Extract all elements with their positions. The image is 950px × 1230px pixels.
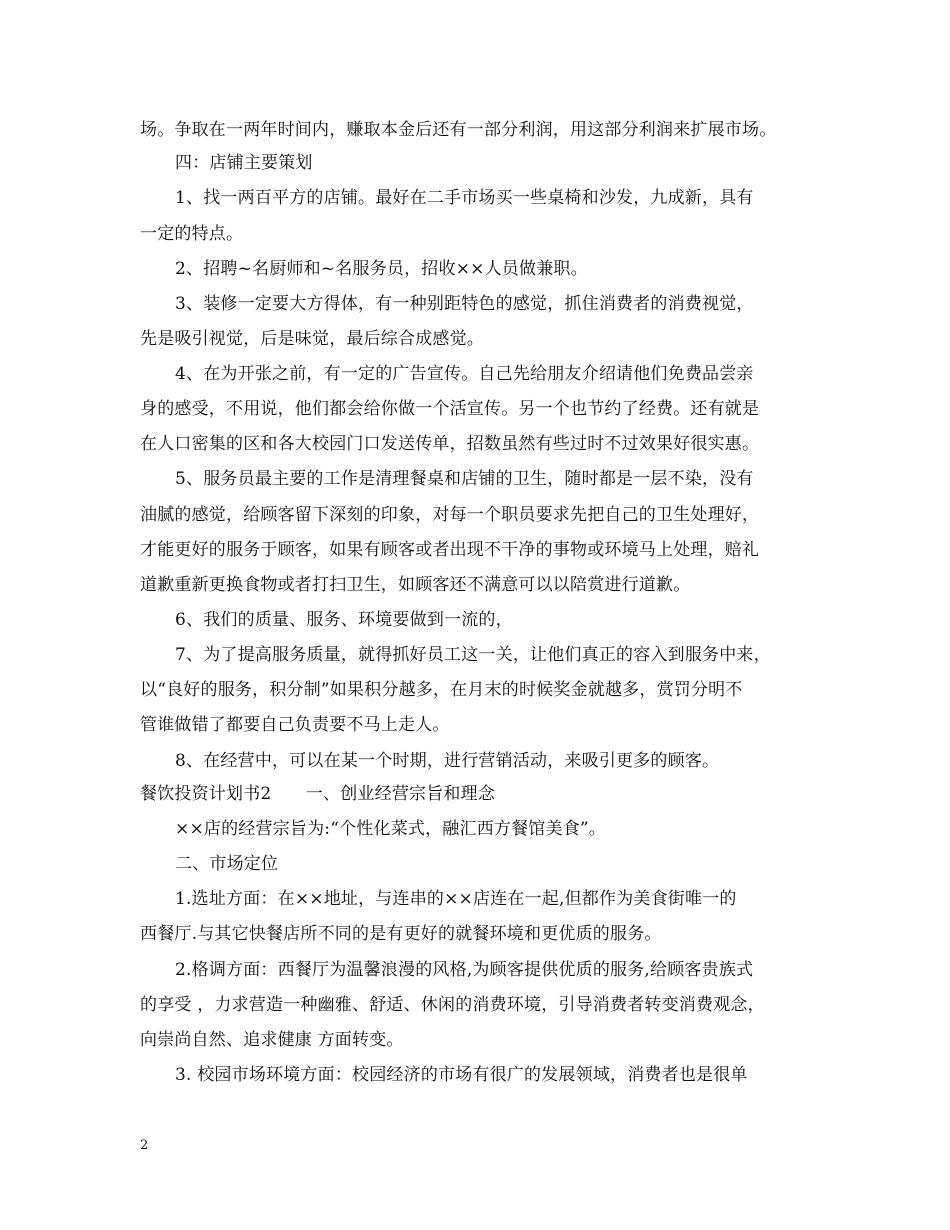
text-line: 向崇尚自然、追求健康 方面转变。 — [140, 1030, 404, 1050]
text-line: 场。争取在一两年时间内，赚取本金后还有一部分利润，用这部分利润来扩展市场。 — [140, 120, 777, 140]
page-number: 2 — [140, 1138, 149, 1153]
text-line: 6、我们的质量、服务、环境要做到一流的， — [175, 610, 513, 630]
text-line: 5、服务员最主要的工作是清理餐桌和店铺的卫生，随时都是一层不染，没有 — [175, 469, 754, 489]
text-line: ××店的经营宗旨为:“个性化菜式，融汇西方餐馆美食”。 — [175, 819, 606, 839]
text-line: 道歉重新更换食物或者打扫卫生，如顾客还不满意可以以陪赏进行道歉。 — [140, 575, 691, 595]
text-line: 一定的特点。 — [140, 224, 244, 244]
section-heading: 二、市场定位 — [175, 854, 279, 874]
text-line: 2.格调方面：西餐厅为温馨浪漫的风格,为顾客提供优质的服务,给顾客贵族式 — [175, 960, 754, 980]
section-heading: 四：店铺主要策划 — [175, 153, 313, 173]
text-line: 先是吸引视觉，后是味觉，最后综合成感觉。 — [140, 329, 484, 349]
text-line: 的享受 ，力求营造一种幽雅、舒适、休闲的消费环境，引导消费者转变消费观念， — [140, 995, 765, 1015]
text-line: 4、在为开张之前，有一定的广告宣传。自己先给朋友介绍请他们免费品尝亲 — [175, 364, 754, 384]
text-line: 身的感受，不用说，他们都会给你做一个活宣传。另一个也节约了经费。还有就是 — [140, 399, 760, 419]
text-line: 2、招聘~名厨师和~名服务员，招收××人员做兼职。 — [175, 259, 588, 279]
text-line: 1、找一两百平方的店铺。最好在二手市场买一些桌椅和沙发，九成新，具有 — [175, 188, 754, 208]
text-line: 7、为了提高服务质量，就得抓好员工这一关，让他们真正的容入到服务中来， — [175, 645, 771, 665]
text-line: 油腻的感觉，给顾客留下深刻的印象，对每一个职员要求先把自己的卫生处理好， — [140, 505, 760, 525]
text-line: 8、在经营中，可以在某一个时期，进行营销活动，来吸引更多的顾客。 — [175, 751, 720, 771]
text-line: 才能更好的服务于顾客，如果有顾客或者出现不干净的事物或环境马上处理，赔礼 — [140, 540, 760, 560]
text-line: 在人口密集的区和各大校园门口发送传单，招数虽然有些过时不过效果好很实惠。 — [140, 434, 760, 454]
text-line: 管谁做错了都要自己负责要不马上走人。 — [140, 715, 450, 735]
text-line: 西餐厅.与其它快餐店所不同的是有更好的就餐环境和更优质的服务。 — [140, 924, 662, 944]
text-line: 1.选址方面：在××地址，与连串的××店连在一起,但都作为美食街唯一的 — [175, 889, 737, 909]
text-line: 3、装修一定要大方得体，有一种别距特色的感觉，抓住消费者的消费视觉， — [175, 294, 754, 314]
text-line: 3. 校园市场环境方面：校园经济的市场有很广的发展领域，消费者也是很单 — [175, 1065, 748, 1085]
text-line: 以“良好的服务，积分制”如果积分越多，在月末的时候奖金就越多，赏罚分明不 — [140, 680, 743, 700]
section-heading: 餐饮投资计划书2 一、创业经营宗旨和理念 — [140, 784, 496, 804]
